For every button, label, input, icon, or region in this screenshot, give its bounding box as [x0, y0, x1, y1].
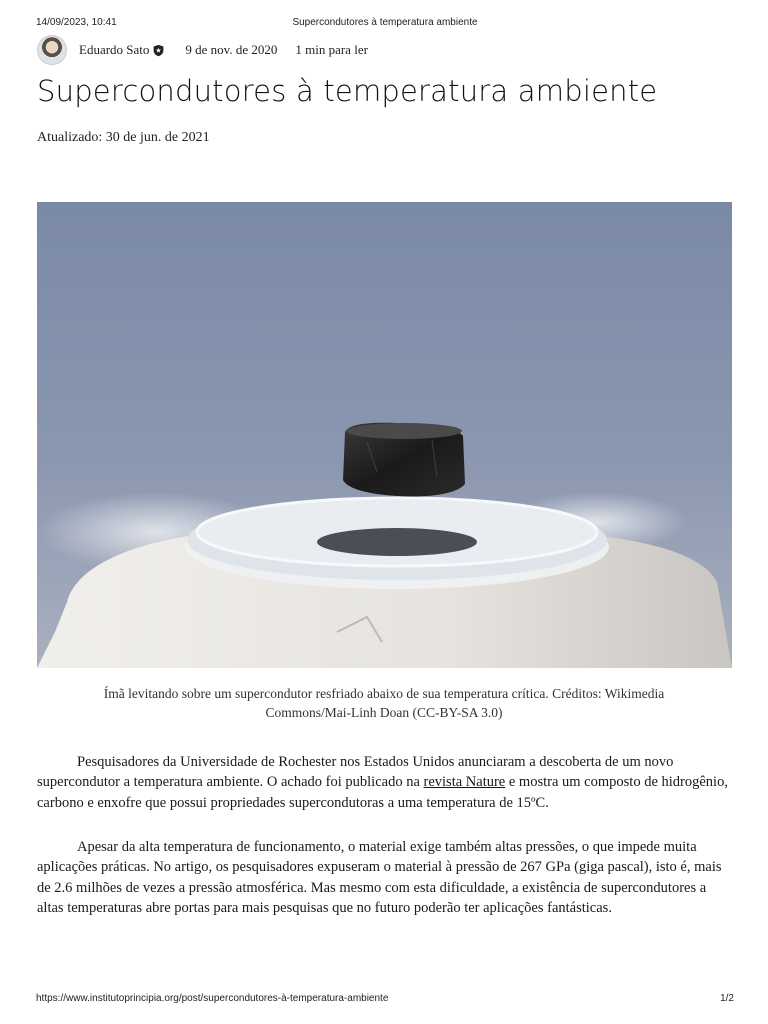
caption-line-2: Commons/Mai-Linh Doan (CC-BY-SA 3.0)	[265, 705, 503, 720]
print-doc-title: Supercondutores à temperatura ambiente	[292, 17, 478, 28]
nature-journal-link[interactable]: revista Nature	[423, 774, 506, 791]
article-title: Supercondutores à temperatura ambiente	[37, 74, 658, 108]
paragraph-2: Apesar da alta temperatura de funcionamento, o material exige também altas pressões, o que impede muita aplicações práticas. No artigo, os pesquisadores expuseram o material à pressão de 267 GPa (giga pascal), isto é, mais de 2.6 milhões de vezes a pressão atmosférica. Mas mesmo com esta dificuldade, a existência de supercondutores a altas temperaturas abre portas para mais pesquisas que no futuro poderão ter aplicações fantásticas.	[37, 839, 722, 917]
paragraph-1	[37, 752, 731, 813]
shield-badge-icon	[152, 44, 165, 57]
p1-text-start: Pesquisadores da Universidade de Rochester nos Estados Unidos anunciaram a descoberta de um novo supercondutor a temperatura ambiente. O achado foi publicado na	[37, 754, 674, 791]
updated-date: Atualizado: 30 de jun. de 2021	[37, 130, 210, 145]
author-name[interactable]: Eduardo Sato	[79, 42, 150, 57]
image-caption	[60, 684, 708, 722]
author-bar	[37, 36, 368, 64]
print-datetime: 14/09/2023, 10:41	[36, 17, 117, 28]
print-url: https://www.institutoprincipia.org/post/supercondutores-à-temperatura-ambiente	[36, 993, 389, 1004]
hero-image	[37, 202, 732, 668]
read-time: 1 min para ler	[295, 42, 368, 57]
p1-text-end: e mostra um composto de hidrogênio, carbono e enxofre que possui propriedades supercondutoras a uma temperatura de 15ºC.	[37, 774, 728, 811]
page-number: 1/2	[720, 993, 734, 1004]
publish-date: 9 de nov. de 2020	[185, 42, 278, 57]
caption-line-1: Ímã levitando sobre um supercondutor resfriado abaixo de sua temperatura crítica. Créditos: Wikimedia	[103, 686, 665, 701]
author-avatar[interactable]	[37, 35, 67, 65]
